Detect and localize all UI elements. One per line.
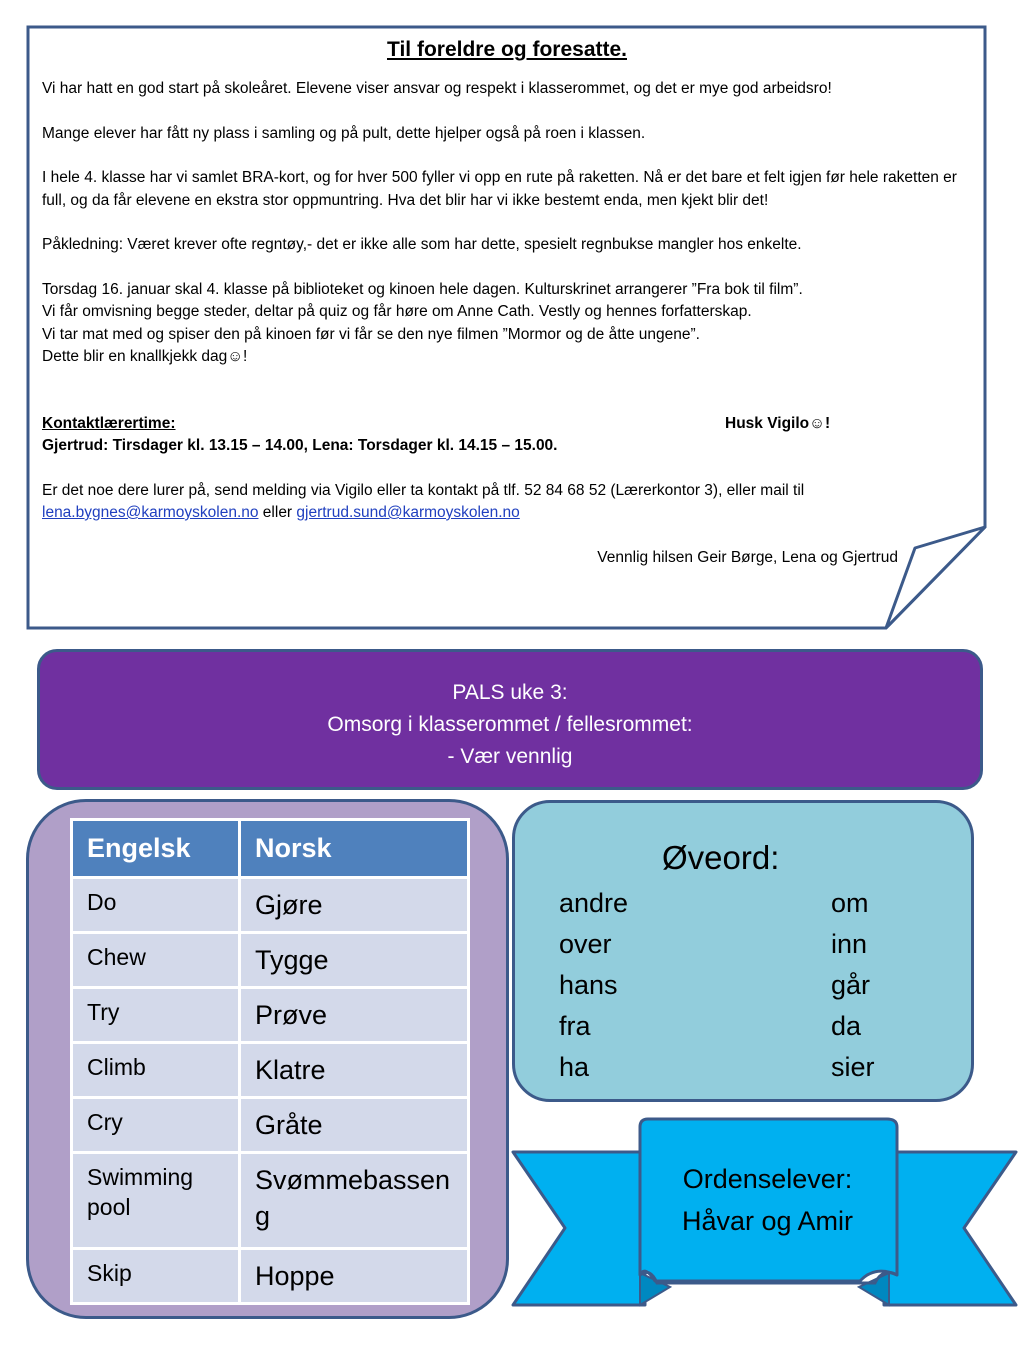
word-column-left	[559, 883, 628, 1088]
header-norsk: Norsk	[240, 820, 469, 878]
trip-line: Vi tar mat med og spiser den på kinoen før vi får se den nye filmen ”Mormor og de åtte ungene”.	[42, 325, 700, 343]
cell-english: Skip	[72, 1249, 240, 1304]
table-row	[72, 878, 469, 933]
table-row	[72, 1043, 469, 1098]
cell-english: Swimming pool	[72, 1153, 240, 1249]
contact-paragraph	[42, 480, 972, 525]
word-item: ha	[559, 1052, 590, 1082]
cell-english: Cry	[72, 1098, 240, 1153]
pals-subtitle: Omsorg i klasserommet / fellesrommet:	[327, 713, 693, 736]
table-row	[72, 933, 469, 988]
contact-hours: Gjertrud: Tirsdager kl. 13.15 – 14.00, Lena: Torsdager kl. 14.15 – 15.00.	[42, 437, 558, 454]
cell-english: Try	[72, 988, 240, 1043]
word-item: over	[559, 929, 612, 959]
eller-text: eller	[258, 504, 297, 521]
ordenselever-label: Ordenselever:	[682, 1164, 853, 1194]
husk-vigilo: Husk Vigilo☺!	[725, 414, 831, 432]
trip-line: Torsdag 16. januar skal 4. klasse på biblioteket og kinoen hele dagen. Kulturskrinet arrangerer ”Fra bok til film”.	[42, 280, 803, 298]
word-item: om	[831, 888, 869, 918]
cell-norwegian: Prøve	[240, 988, 469, 1043]
cell-english: Climb	[72, 1043, 240, 1098]
pals-title: PALS uke 3:	[452, 681, 568, 704]
cell-norwegian: Tygge	[240, 933, 469, 988]
word-item: sier	[831, 1052, 875, 1082]
contact-text: Er det noe dere lurer på, send melding via Vigilo eller ta kontakt på tlf. 52 84 68 52 (Lærerkontor 3), eller mail til	[42, 481, 805, 499]
vocab-header-row	[72, 820, 469, 878]
oveord-title: Øveord:	[662, 839, 780, 876]
trip-line: Dette blir en knallkjekk dag☺!	[42, 348, 248, 365]
letter-paragraph: Påkledning: Været krever ofte regntøy,- det er ikke alle som har dette, spesielt regnbukse mangler hos enkelte.	[42, 236, 802, 253]
signature: Vennlig hilsen Geir Børge, Lena og Gjertrud	[597, 548, 898, 566]
word-item: fra	[559, 1011, 591, 1041]
word-column-right	[831, 883, 875, 1088]
cell-norwegian: Hoppe	[240, 1249, 469, 1304]
letter-title: Til foreldre og foresatte.	[387, 38, 627, 61]
cell-norwegian: Gråte	[240, 1098, 469, 1153]
word-item: andre	[559, 888, 629, 918]
cell-norwegian: Gjøre	[240, 878, 469, 933]
contact-label: Kontaktlærertime:	[42, 414, 176, 432]
trip-line: Vi får omvisning begge steder, deltar på quiz og får høre om Anne Cath. Vestly og hennes forfatterskap.	[42, 303, 752, 320]
word-item: da	[831, 1011, 862, 1041]
cell-norwegian	[240, 1153, 469, 1249]
ordenselever-names: Håvar og Amir	[681, 1206, 854, 1236]
table-row	[72, 1249, 469, 1304]
ordenselever	[640, 1158, 895, 1242]
table-row	[72, 1153, 469, 1249]
letter-paragraph: I hele 4. klasse har vi samlet BRA-kort, og for hver 500 fyller vi opp en rute på raketten. Nå er det bare et felt igjen før hele raketten er full, og da får elevene en ekstra stor oppmuntring. Hva det blir har vi ikke bestemt enda, men kjekt blir det!	[42, 169, 957, 209]
word-item: går	[831, 970, 871, 1000]
letter-paragraph: Mange elever har fått ny plass i samling og på pult, dette hjelper også på roen i klassen.	[42, 124, 646, 142]
letter	[42, 36, 972, 569]
email-link-lena[interactable]: lena.bygnes@karmoyskolen.no	[42, 504, 259, 521]
letter-paragraph: Vi har hatt en god start på skoleåret. Elevene viser ansvar og respekt i klasserommet, og det er mye god arbeidsro!	[42, 80, 832, 97]
cell-english: Chew	[72, 933, 240, 988]
letter-paragraph-trip	[42, 279, 972, 369]
oveord-box	[512, 800, 974, 1102]
vocab-table	[70, 818, 470, 1305]
header-engelsk: Engelsk	[72, 820, 240, 878]
pals-rule: - Vær vennlig	[447, 745, 573, 768]
email-link-gjertrud[interactable]: gjertrud.sund@karmoyskolen.no	[296, 504, 520, 521]
word-item: inn	[831, 929, 868, 959]
cell-norwegian-text: Svømmebasseng	[255, 1165, 451, 1231]
table-row	[72, 988, 469, 1043]
contact-row	[42, 413, 972, 436]
word-item: hans	[559, 970, 618, 1000]
table-row	[72, 1098, 469, 1153]
pals-banner	[37, 649, 983, 790]
cell-english: Do	[72, 878, 240, 933]
cell-norwegian: Klatre	[240, 1043, 469, 1098]
